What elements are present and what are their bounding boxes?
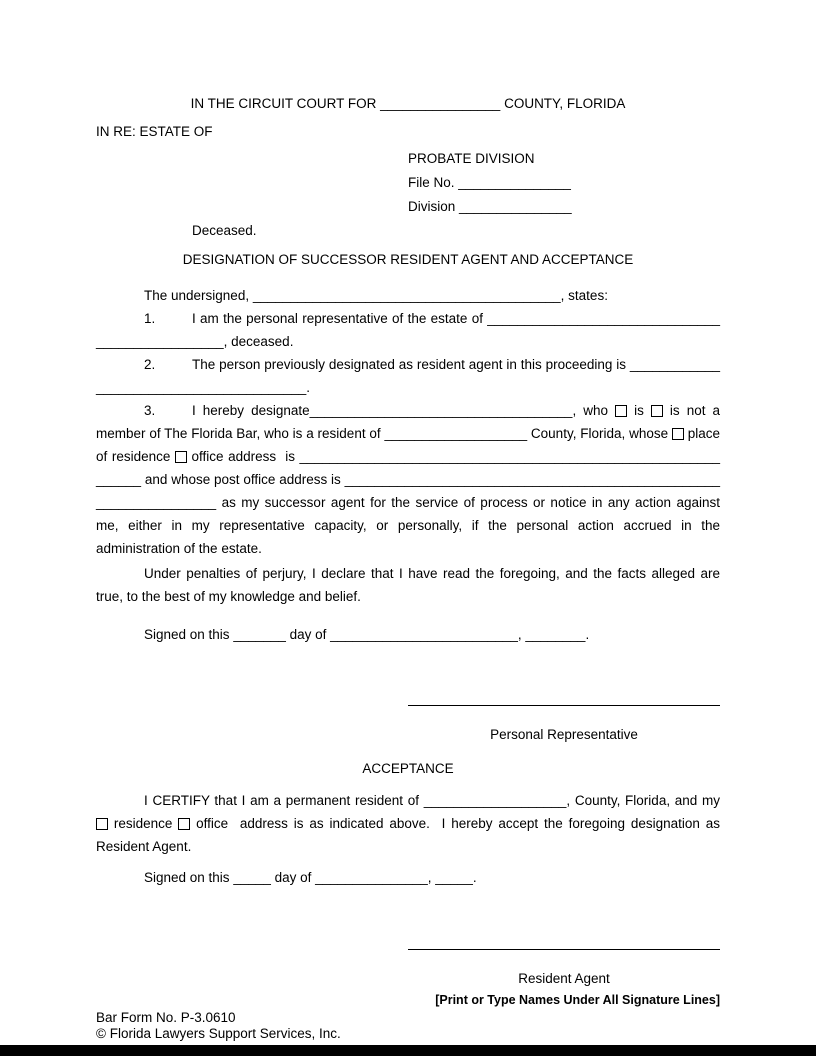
probate-division-label: PROBATE DIVISION bbox=[408, 151, 535, 166]
copyright-line: © Florida Lawyers Support Services, Inc. bbox=[96, 1026, 341, 1042]
division-blank[interactable]: _______________ bbox=[459, 199, 572, 214]
day-of-text: day of bbox=[285, 627, 331, 642]
file-no-blank[interactable]: _______________ bbox=[458, 175, 571, 190]
item-3-number: 3. bbox=[144, 403, 156, 418]
day-of-text-2: day of bbox=[270, 870, 316, 885]
undersigned-name-blank[interactable]: _________________________________________ bbox=[252, 288, 561, 303]
post-office-address-blank[interactable]: __________________________________________________________________ bbox=[96, 472, 720, 510]
residence-county-blank[interactable]: ___________________ bbox=[384, 426, 528, 441]
signed-date-line-2 bbox=[96, 866, 720, 889]
post-office-text: and whose post office address is bbox=[141, 472, 345, 487]
checkbox-office-address[interactable] bbox=[175, 451, 187, 463]
month-blank-2[interactable]: _______________ bbox=[315, 870, 428, 885]
acceptance-heading: ACCEPTANCE bbox=[362, 761, 454, 776]
place-of-residence-label: place of residence bbox=[96, 426, 720, 464]
period-text: . bbox=[585, 627, 590, 642]
item-2-number: 2. bbox=[144, 357, 156, 372]
month-blank-1[interactable]: _________________________ bbox=[330, 627, 518, 642]
form-title: DESIGNATION OF SUCCESSOR RESIDENT AGENT AND ACCEPTANCE bbox=[182, 252, 634, 267]
day-blank-2[interactable]: _____ bbox=[233, 870, 271, 885]
year-blank-2[interactable]: _____ bbox=[435, 870, 473, 885]
signature-block-resident-agent bbox=[408, 949, 720, 990]
county-name-blank[interactable]: ________________ bbox=[380, 96, 501, 111]
resident-agent-label: Resident Agent bbox=[518, 971, 610, 986]
comma-text-2: , bbox=[427, 870, 436, 885]
in-re-estate-of-label: IN RE: ESTATE OF bbox=[96, 124, 213, 139]
paragraph-1-text: I am the personal representative of the estate of bbox=[192, 311, 488, 326]
permanent-resident-county-blank[interactable]: ___________________ bbox=[423, 793, 567, 808]
case-caption bbox=[408, 147, 720, 219]
division-line bbox=[408, 195, 720, 219]
file-no-line bbox=[408, 171, 720, 195]
intro-text: The undersigned, bbox=[144, 288, 253, 303]
signed-on-this-text-2: Signed on this bbox=[144, 870, 234, 885]
successor-agent-closing-text: as my successor agent for the service of process or notice in any action against me, either in my representative capacity, or personally, if the personal action accrued in the administration of the estate. bbox=[96, 495, 720, 556]
deceased-label: Deceased. bbox=[192, 223, 257, 238]
intro-suffix: , states: bbox=[560, 288, 608, 303]
office-address-label: office address is bbox=[186, 449, 300, 464]
period-text-2: . bbox=[472, 870, 477, 885]
checkbox-place-of-residence[interactable] bbox=[672, 428, 684, 440]
checkbox-office-address-acceptance[interactable] bbox=[178, 818, 190, 830]
intro-paragraph bbox=[96, 284, 720, 307]
paragraph-2 bbox=[96, 353, 720, 399]
county-florida-text: County, Florida, whose bbox=[527, 426, 672, 441]
estate-name-blank[interactable]: ________________________________________________ bbox=[96, 311, 720, 349]
acceptance-county-text: , County, Florida, and my bbox=[566, 793, 720, 808]
paragraph-3 bbox=[96, 399, 720, 560]
print-or-type-note: [Print or Type Names Under All Signature Lines] bbox=[435, 993, 720, 1007]
signed-on-this-text: Signed on this bbox=[144, 627, 234, 642]
file-no-label: File No. bbox=[408, 175, 459, 190]
court-header bbox=[96, 92, 720, 115]
residence-address-blank[interactable]: ______________________________________________________________ bbox=[96, 449, 720, 487]
acceptance-paragraph bbox=[96, 789, 720, 858]
is-label: is bbox=[627, 403, 651, 418]
year-blank-1[interactable]: ________ bbox=[525, 627, 586, 642]
signed-date-line-1 bbox=[96, 623, 720, 646]
designate-text: I hereby designate bbox=[192, 403, 310, 418]
designee-name-blank[interactable]: ___________________________________ bbox=[309, 403, 573, 418]
is-not-label: is not a member of The Florida Bar, who is a resident of bbox=[96, 403, 720, 441]
scan-bottom-edge-artifact bbox=[0, 1045, 816, 1056]
checkbox-is-not-member[interactable] bbox=[651, 405, 663, 417]
acceptance-office-text: office address is as indicated above. I hereby accept the foregoing designation as Resident Agent. bbox=[96, 816, 720, 854]
comma-text: , bbox=[517, 627, 526, 642]
item-1-number: 1. bbox=[144, 311, 156, 326]
division-label: Division bbox=[408, 199, 460, 214]
bar-form-number: Bar Form No. P-3.0610 bbox=[96, 1010, 236, 1025]
residence-label: residence bbox=[108, 816, 179, 831]
checkbox-residence-address[interactable] bbox=[96, 818, 108, 830]
court-header-prefix: IN THE CIRCUIT COURT FOR bbox=[190, 96, 381, 111]
certify-text: I CERTIFY that I am a permanent resident of bbox=[144, 793, 424, 808]
court-header-suffix: COUNTY, FLORIDA bbox=[500, 96, 626, 111]
signature-block-personal-representative bbox=[408, 705, 720, 746]
personal-representative-label: Personal Representative bbox=[490, 727, 638, 742]
paragraph-1 bbox=[96, 307, 720, 353]
paragraph-2-text: The person previously designated as resident agent in this proceeding is bbox=[192, 357, 630, 372]
paragraph-1-suffix: , deceased. bbox=[223, 334, 294, 349]
perjury-paragraph: Under penalties of perjury, I declare that I have read the foregoing, and the facts alleged are true, to the best of my knowledge and belief. bbox=[96, 566, 720, 604]
checkbox-is-member[interactable] bbox=[615, 405, 627, 417]
day-blank-1[interactable]: _______ bbox=[233, 627, 286, 642]
previous-agent-name-blank[interactable]: ________________________________________ bbox=[96, 357, 720, 395]
who-text: , who bbox=[572, 403, 616, 418]
paragraph-2-suffix: . bbox=[306, 380, 310, 395]
